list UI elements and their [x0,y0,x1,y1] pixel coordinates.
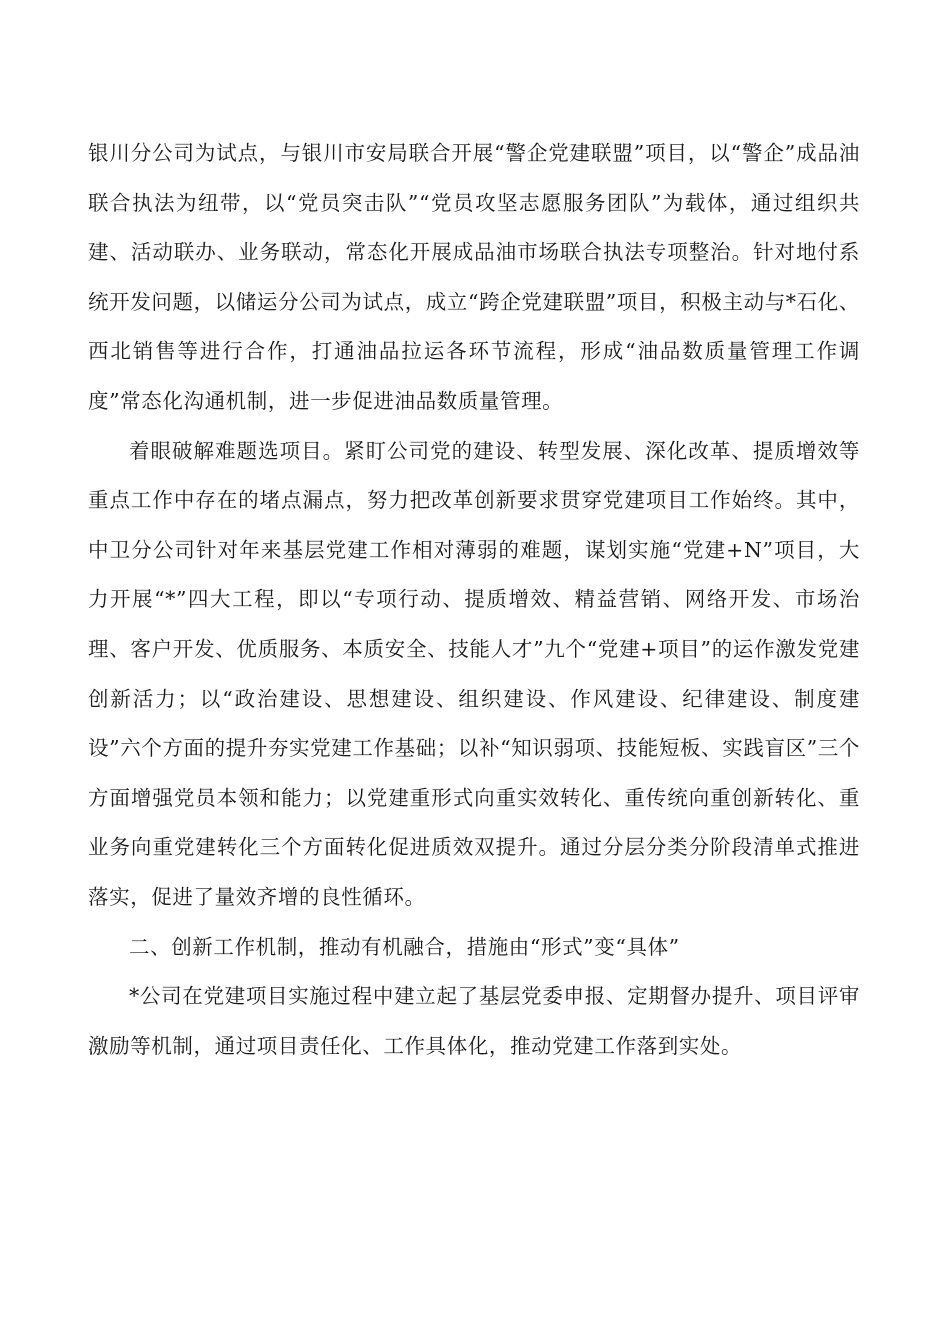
paragraph-3: *公司在党建项目实施过程中建立起了基层党委申报、定期督办提升、项目评审激励等机制，通过项目责任化、工作具体化，推动党建工作落到实处。 [88,984,860,1058]
paragraph-1: 银川分公司为试点，与银川市安局联合开展“警企党建联盟”项目，以“警企”成品油联合执法为纽带，以“党员突击队”“党员攻坚志愿服务团队”为载体，通过组织共建、活动联办、业务联动，常态化开展成品油市场联合执法专项整治。针对地付系统开发问题，以储运分公司为试点，成立“跨企党建联盟”项目，积极主动与*石化、西北销售等进行合作，打通油品拉运各环节流程，形成“油品数质量管理工作调度”常态化沟通机制，进一步促进油品数质量管理。 [88,141,860,413]
document-body [88,129,860,1071]
paragraph-2: 着眼破解难题选项目。紧盯公司党的建设、转型发展、深化改革、提质增效等重点工作中存在的堵点漏点，努力把改革创新要求贯穿党建项目工作始终。其中，中卫分公司针对年来基层党建工作相对薄弱的难题，谋划实施“党建+N”项目，大力开展“*”四大工程，即以“专项行动、提质增效、精益营销、网络开发、市场治理、客户开发、优质服务、本质安全、技能人才”九个“党建+项目”的运作激发党建创新活力；以“政治建设、思想建设、组织建设、作风建设、纪律建设、制度建设”六个方面的提升夯实党建工作基础；以补“知识弱项、技能短板、实践盲区”三个方面增强党员本领和能力；以党建重形式向重实效转化、重传统向重创新转化、重业务向重党建转化三个方面转化促进质效双提升。通过分层分类分阶段清单式推进落实，促进了量效齐增的良性循环。 [88,438,860,909]
section-heading: 二、创新工作机制，推动有机融合，措施由“形式”变“具体” [129,934,680,959]
